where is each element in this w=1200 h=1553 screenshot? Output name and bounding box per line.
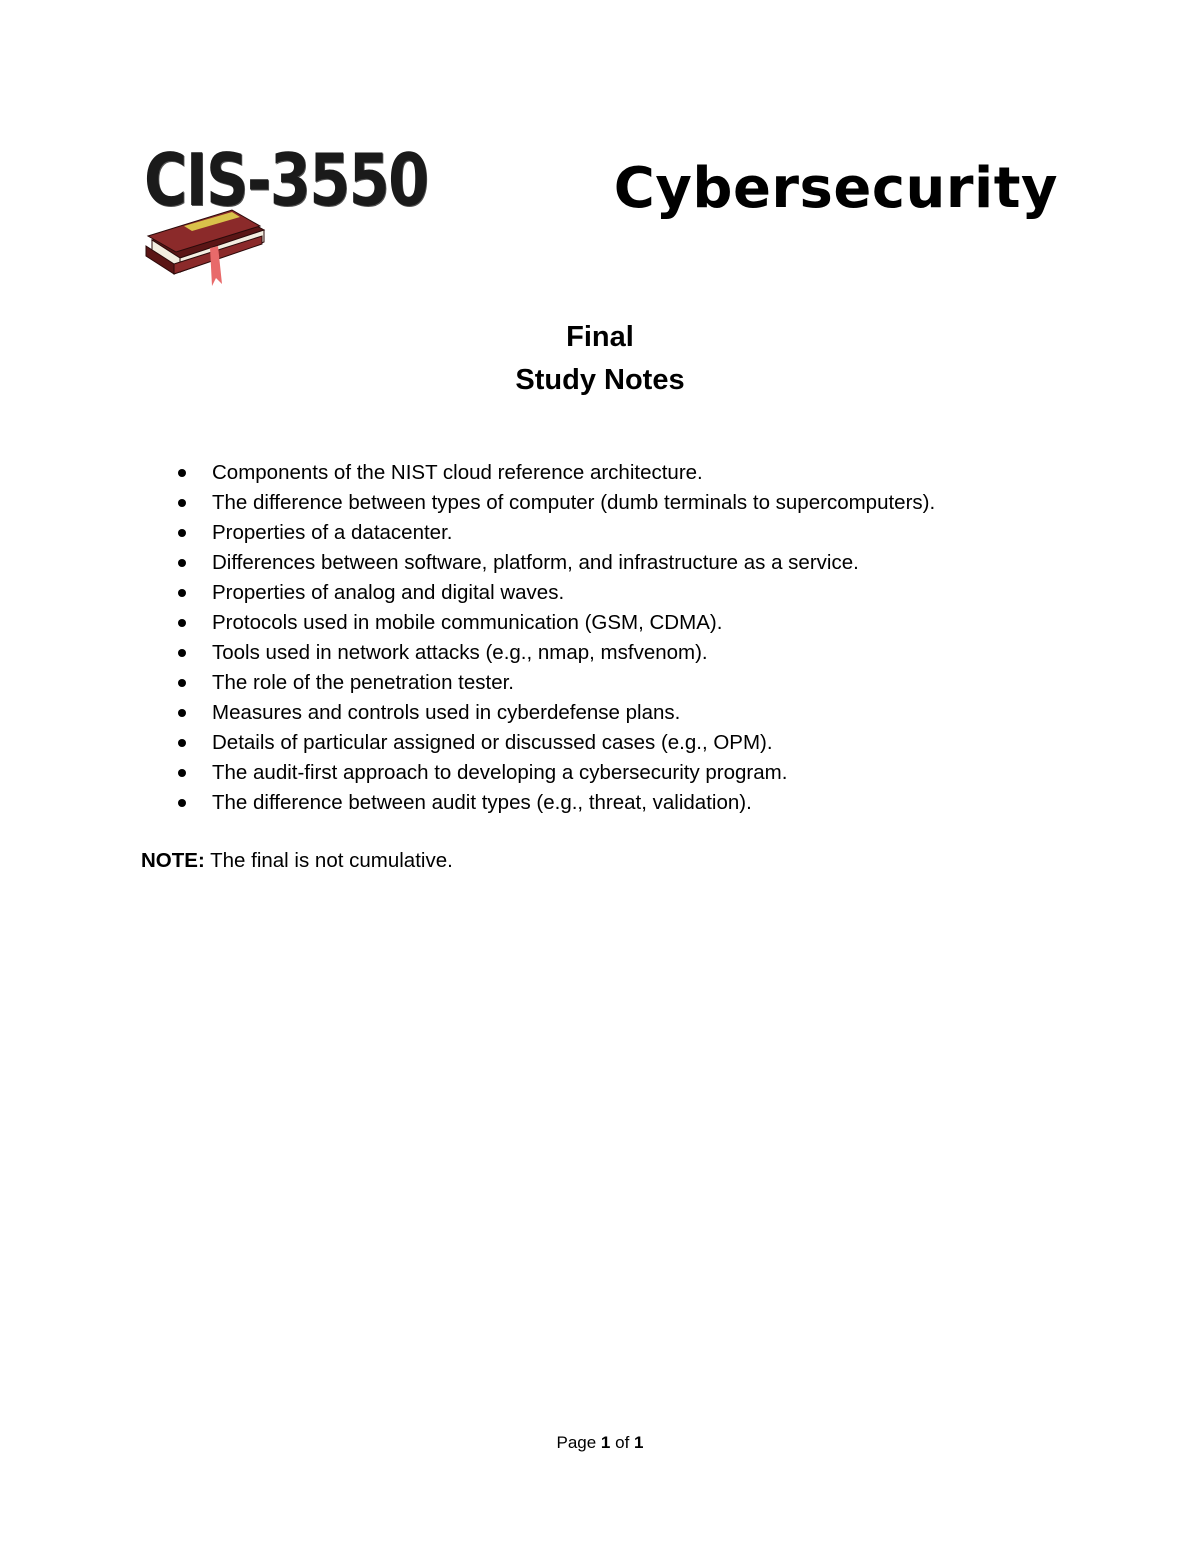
- bullet-icon: [178, 469, 186, 477]
- list-item: [170, 518, 1070, 548]
- note-label: NOTE:: [141, 849, 205, 872]
- title-line-final: Final: [566, 321, 634, 353]
- list-item-text: Properties of a datacenter.: [212, 521, 453, 544]
- list-item: [170, 788, 1070, 818]
- document-title: [0, 316, 1200, 402]
- document-header: [140, 140, 1060, 290]
- list-item-text: The difference between audit types (e.g., threat, validation).: [212, 791, 752, 814]
- list-item-text: Measures and controls used in cyberdefense plans.: [212, 701, 681, 724]
- course-code: CIS-3550: [144, 138, 428, 222]
- footer-total-pages: 1: [634, 1433, 644, 1452]
- subject-title: Cybersecurity: [613, 156, 1058, 221]
- list-item-text: Differences between software, platform, and infrastructure as a service.: [212, 551, 859, 574]
- bullet-icon: [178, 529, 186, 537]
- list-item-text: The audit-first approach to developing a cybersecurity program.: [212, 761, 788, 784]
- bullet-icon: [178, 619, 186, 627]
- bullet-icon: [178, 799, 186, 807]
- list-item-text: Details of particular assigned or discussed cases (e.g., OPM).: [212, 731, 773, 754]
- list-item: [170, 758, 1070, 788]
- note-text: The final is not cumulative.: [204, 849, 453, 872]
- list-item: [170, 548, 1070, 578]
- title-line-study-notes: Study Notes: [515, 364, 685, 396]
- list-item-text: Tools used in network attacks (e.g., nmap, msfvenom).: [212, 641, 708, 664]
- list-item: [170, 728, 1070, 758]
- list-item: [170, 668, 1070, 698]
- list-item-text: The role of the penetration tester.: [212, 671, 514, 694]
- footer-of-word: of: [615, 1433, 630, 1452]
- list-item: [170, 578, 1070, 608]
- bullet-icon: [178, 499, 186, 507]
- list-item: [170, 488, 1070, 518]
- list-item: [170, 698, 1070, 728]
- list-item-text: Properties of analog and digital waves.: [212, 581, 565, 604]
- list-item-text: The difference between types of computer (dumb terminals to supercomputers).: [212, 491, 936, 514]
- list-item-text: Components of the NIST cloud reference architecture.: [212, 461, 703, 484]
- bullet-icon: [178, 739, 186, 747]
- bullet-icon: [178, 589, 186, 597]
- list-item-text: Protocols used in mobile communication (GSM, CDMA).: [212, 611, 723, 634]
- topics-list: [170, 458, 1070, 818]
- footer-page-word: Page: [556, 1433, 597, 1452]
- bullet-icon: [178, 679, 186, 687]
- list-item: [170, 458, 1070, 488]
- list-item: [170, 638, 1070, 668]
- footer-current-page: 1: [600, 1433, 611, 1452]
- bullet-icon: [178, 559, 186, 567]
- list-item: [170, 608, 1070, 638]
- page-footer: [0, 1430, 1200, 1456]
- bullet-icon: [178, 649, 186, 657]
- bullet-icon: [178, 709, 186, 717]
- bullet-icon: [178, 769, 186, 777]
- note: [141, 846, 453, 876]
